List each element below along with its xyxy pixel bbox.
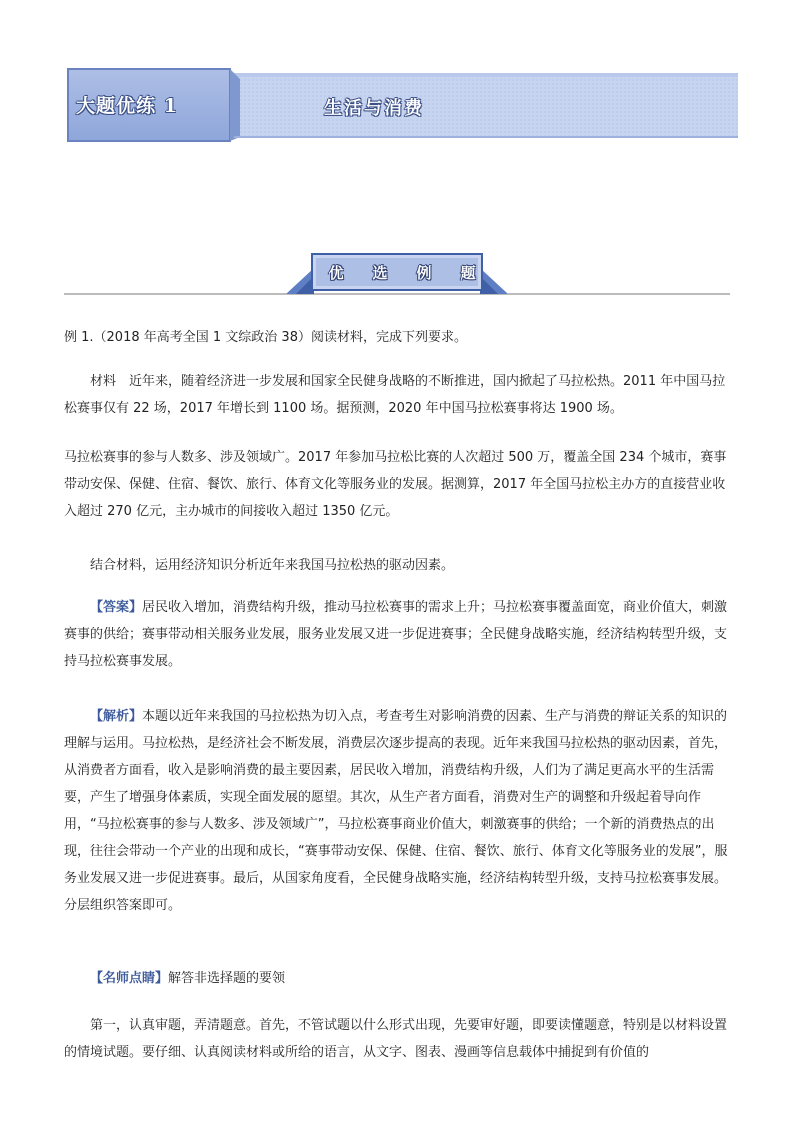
banner-left-title: 大题优练 1 xyxy=(76,95,178,117)
analysis-paragraph xyxy=(64,703,734,919)
answer-tag: 【答案】 xyxy=(90,600,143,615)
section-badge xyxy=(64,250,730,298)
badge-char-2: 选 xyxy=(372,264,388,282)
answer-paragraph xyxy=(64,594,734,675)
question-title: 例 1.（2018 年高考全国 1 文综政治 38）阅读材料，完成下列要求。 xyxy=(64,330,467,345)
badge-char-3: 例 xyxy=(416,264,432,282)
analysis-tag: 【解析】 xyxy=(90,709,143,724)
badge-title xyxy=(322,262,482,283)
answer-text: 居民收入增加，消费结构升级，推动马拉松赛事的需求上升；马拉松赛事覆盖面宽，商业价值大，刺激赛事的供给；赛事带动相关服务业发展，服务业发展又进一步促进赛事；全民健身战略实施，经济结构转型升级，支持马拉松赛事发展。 xyxy=(64,600,728,669)
tips-title: 解答非选择题的要领 xyxy=(168,971,286,986)
header-banner xyxy=(64,67,738,143)
requirement-text: 结合材料，运用经济知识分析近年来我国马拉松热的驱动因素。 xyxy=(90,558,455,573)
tips-heading xyxy=(64,965,734,992)
banner-right-title: 生活与消费 xyxy=(324,98,424,119)
tips-tag: 【名师点睛】 xyxy=(90,971,169,986)
badge-char-1: 优 xyxy=(328,264,344,282)
badge-char-4: 题 xyxy=(460,264,476,282)
tips-paragraph: 第一，认真审题，弄清题意。首先，不管试题以什么形式出现，先要审好题，即要读懂题意，特别是以材料设置的情境试题。要仔细、认真阅读材料或所给的语言，从文字、图表、漫画等信息载体中捕捉到有价值的 xyxy=(64,1018,728,1060)
material-paragraph-1: 材料 近年来，随着经济进一步发展和国家全民健身战略的不断推进，国内掀起了马拉松热。2011 年中国马拉松赛事仅有 22 场，2017 年增长到 1100 场。据预测，2020 年中国马拉松赛事将达 1900 场。 xyxy=(64,374,726,416)
analysis-text: 本题以近年来我国的马拉松热为切入点，考查考生对影响消费的因素、生产与消费的辩证关系的知识的理解与运用。马拉松热，是经济社会不断发展，消费层次逐步提高的表现。近年来我国马拉松热的驱动因素，首先，从消费者方面看，收入是影响消费的最主要因素，居民收入增加，消费结构升级，人们为了满足更高水平的生活需要，产生了增强身体素质，实现全面发展的愿望。其次，从生产者方面看，消费对生产的调整和升级起着导向作用，“马拉松赛事的参与人数多、涉及领域广”，马拉松赛事商业价值大，刺激赛事的供给；一个新的消费热点的出现，往往会带动一个产业的出现和成长，“赛事带动安保、保健、住宿、餐饮、旅行、体育文化等服务业的发展”，服务业发展又进一步促进赛事。最后，从国家角度看，全民健身战略实施，经济结构转型升级，支持马拉松赛事发展。分层组织答案即可。 xyxy=(64,709,728,913)
material-paragraph-2: 马拉松赛事的参与人数多、涉及领域广。2017 年参加马拉松比赛的人次超过 500 万，覆盖全国 234 个城市，赛事带动安保、保健、住宿、餐饮、旅行、体育文化等服务业的发展。据测算，2017 年全国马拉松主办方的直接营业收入超过 270 亿元，主办城市的间接收入超过 1350 亿元。 xyxy=(64,450,727,519)
